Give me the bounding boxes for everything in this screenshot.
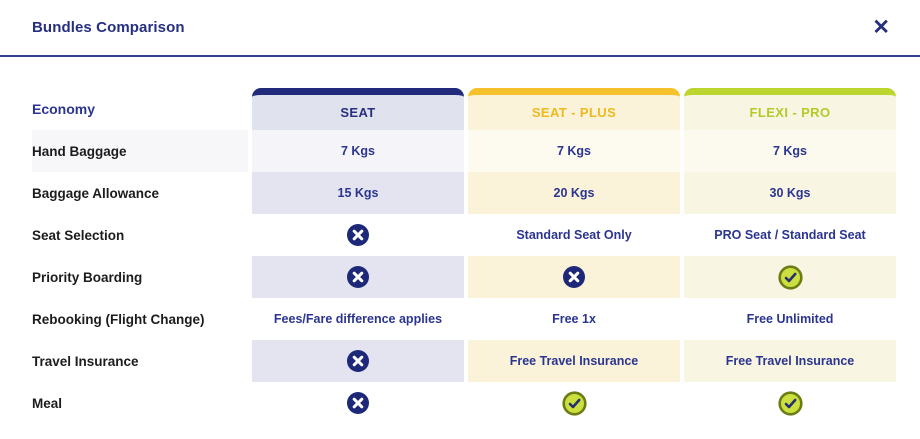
table-row bbox=[32, 382, 896, 424]
table-header-row bbox=[32, 88, 896, 130]
cell-text: Free Unlimited bbox=[746, 311, 834, 326]
column-header-seat bbox=[252, 88, 464, 130]
feature-label: Rebooking (Flight Change) bbox=[32, 311, 205, 327]
not-included-icon bbox=[347, 266, 369, 288]
modal-title: Bundles Comparison bbox=[32, 19, 185, 36]
feature-label: Seat Selection bbox=[32, 227, 125, 243]
included-icon bbox=[778, 265, 803, 290]
column-header-label: SEAT bbox=[340, 105, 376, 120]
not-included-icon bbox=[347, 350, 369, 372]
not-included-icon bbox=[347, 392, 369, 414]
table-row bbox=[32, 130, 896, 172]
cell-text: Free Travel Insurance bbox=[468, 340, 680, 382]
column-header-seat-plus bbox=[468, 88, 680, 130]
column-header-label: SEAT - PLUS bbox=[531, 105, 617, 120]
column-header-label: FLEXI - PRO bbox=[749, 105, 831, 120]
close-icon: ✕ bbox=[872, 16, 890, 39]
cell-text: Fees/Fare difference applies bbox=[273, 311, 443, 326]
cell-icon bbox=[252, 256, 464, 298]
cell-text: Free 1x bbox=[552, 311, 596, 326]
cell-icon bbox=[468, 256, 680, 298]
cabin-class-label: Economy bbox=[32, 101, 96, 117]
included-icon bbox=[778, 391, 803, 416]
cell-icon bbox=[252, 214, 464, 256]
cell-text: 7 Kgs bbox=[468, 130, 680, 172]
cell-text: 7 Kgs bbox=[252, 130, 464, 172]
table-row bbox=[32, 340, 896, 382]
cell-text: 7 Kgs bbox=[684, 130, 896, 172]
close-button[interactable] bbox=[872, 17, 890, 38]
cell-text: PRO Seat / Standard Seat bbox=[714, 227, 866, 242]
not-included-icon bbox=[347, 224, 369, 246]
table-body bbox=[32, 130, 896, 424]
feature-label: Baggage Allowance bbox=[32, 185, 160, 201]
feature-label: Travel Insurance bbox=[32, 353, 139, 369]
cell-text: Free Travel Insurance bbox=[684, 340, 896, 382]
feature-label: Hand Baggage bbox=[32, 130, 248, 172]
modal-header bbox=[0, 0, 920, 57]
cell-icon bbox=[468, 382, 680, 424]
cell-icon bbox=[252, 340, 464, 382]
feature-label: Priority Boarding bbox=[32, 269, 143, 285]
not-included-icon bbox=[563, 266, 585, 288]
bundles-table bbox=[32, 88, 896, 424]
cell-text: 15 Kgs bbox=[252, 172, 464, 214]
cell-icon bbox=[684, 256, 896, 298]
cell-icon bbox=[684, 382, 896, 424]
cell-text: 20 Kgs bbox=[468, 172, 680, 214]
table-row bbox=[32, 214, 896, 256]
table-row bbox=[32, 298, 896, 340]
cell-text: 30 Kgs bbox=[684, 172, 896, 214]
included-icon bbox=[562, 391, 587, 416]
cell-icon bbox=[252, 382, 464, 424]
table-row bbox=[32, 256, 896, 298]
cell-text: Standard Seat Only bbox=[516, 227, 632, 242]
feature-label: Meal bbox=[32, 395, 63, 411]
column-header-flexi-pro bbox=[684, 88, 896, 130]
table-row bbox=[32, 172, 896, 214]
